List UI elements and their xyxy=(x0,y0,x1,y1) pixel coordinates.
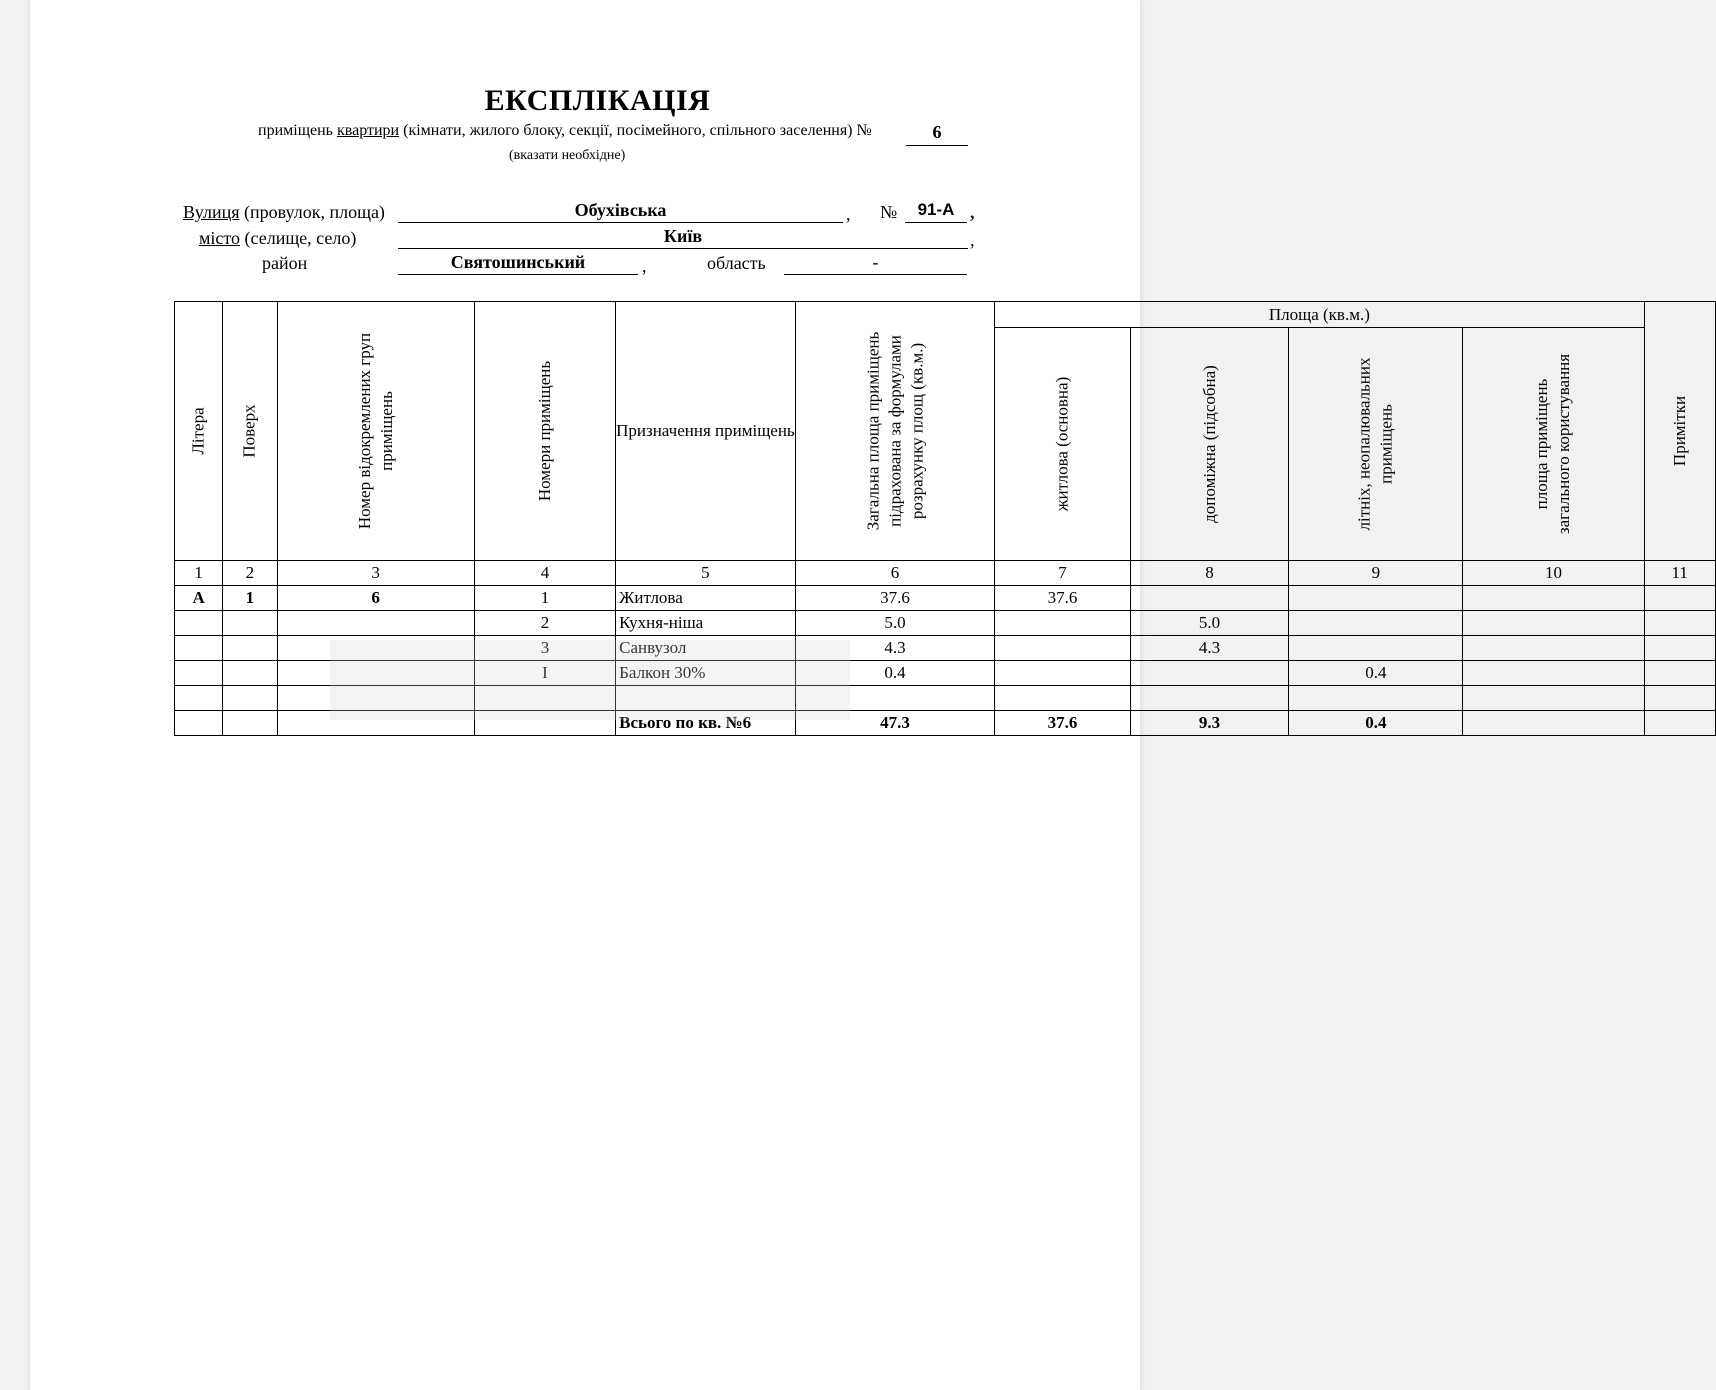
header-total: Загальна площа приміщень підрахована за формулами розрахунку площ (кв.м.) xyxy=(795,302,995,561)
table-row: 3 Санвузол 4.3 4.3 xyxy=(175,636,1716,661)
street-value: Обухівська xyxy=(398,200,843,223)
street-label: Вулиця (провулок, площа) xyxy=(183,202,385,222)
document-subtitle: приміщень квартири (кімнати, жилого блоку, секції, посімейного, спільного заселення) № xyxy=(258,122,872,139)
header-living: житлова (основна) xyxy=(995,328,1131,561)
header-summer: літніх, неопалювальних приміщень xyxy=(1289,328,1463,561)
document-title: ЕКСПЛІКАЦІЯ xyxy=(484,84,711,117)
total-row: Всього по кв. №6 47.3 37.6 9.3 0.4 xyxy=(175,711,1716,736)
hint-text: (вказати необхідне) xyxy=(509,148,626,163)
table-row: I Балкон 30% 0.4 0.4 xyxy=(175,661,1716,686)
header-notes: Примітки xyxy=(1644,302,1715,561)
district-value: Святошинський xyxy=(398,252,638,275)
header-common: площа приміщень загального користування xyxy=(1463,328,1644,561)
header-aux: допоміжна (підсобна) xyxy=(1130,328,1289,561)
house-number: 91-А xyxy=(905,200,967,223)
city-label: місто (селище, село) xyxy=(199,228,357,248)
comma: , xyxy=(642,256,647,276)
header-rooms: Номери приміщень xyxy=(474,302,615,561)
apartment-number: 6 xyxy=(906,122,968,146)
column-numbers-row: 1 2 3 4 5 6 7 8 9 10 11 xyxy=(175,561,1716,586)
number-label: № xyxy=(880,202,898,222)
table-row: А 1 6 1 Житлова 37.6 37.6 xyxy=(175,586,1716,611)
city-value: Київ xyxy=(398,226,968,249)
header-floor: Поверх xyxy=(223,302,277,561)
comma: , xyxy=(970,202,975,222)
comma: , xyxy=(846,204,851,224)
explication-table xyxy=(174,301,1716,736)
region-value: - xyxy=(784,252,967,275)
district-label: район xyxy=(262,253,308,273)
header-purpose: Призначення приміщень xyxy=(616,302,796,561)
table-row xyxy=(175,686,1716,711)
header-area-group: Площа (кв.м.) xyxy=(995,302,1644,328)
header-litera: Літера xyxy=(175,302,223,561)
header-group: Номер відокремлених груп приміщень xyxy=(277,302,474,561)
region-label: область xyxy=(707,253,766,273)
table-row: 2 Кухня-ніша 5.0 5.0 xyxy=(175,611,1716,636)
comma: , xyxy=(970,230,975,250)
